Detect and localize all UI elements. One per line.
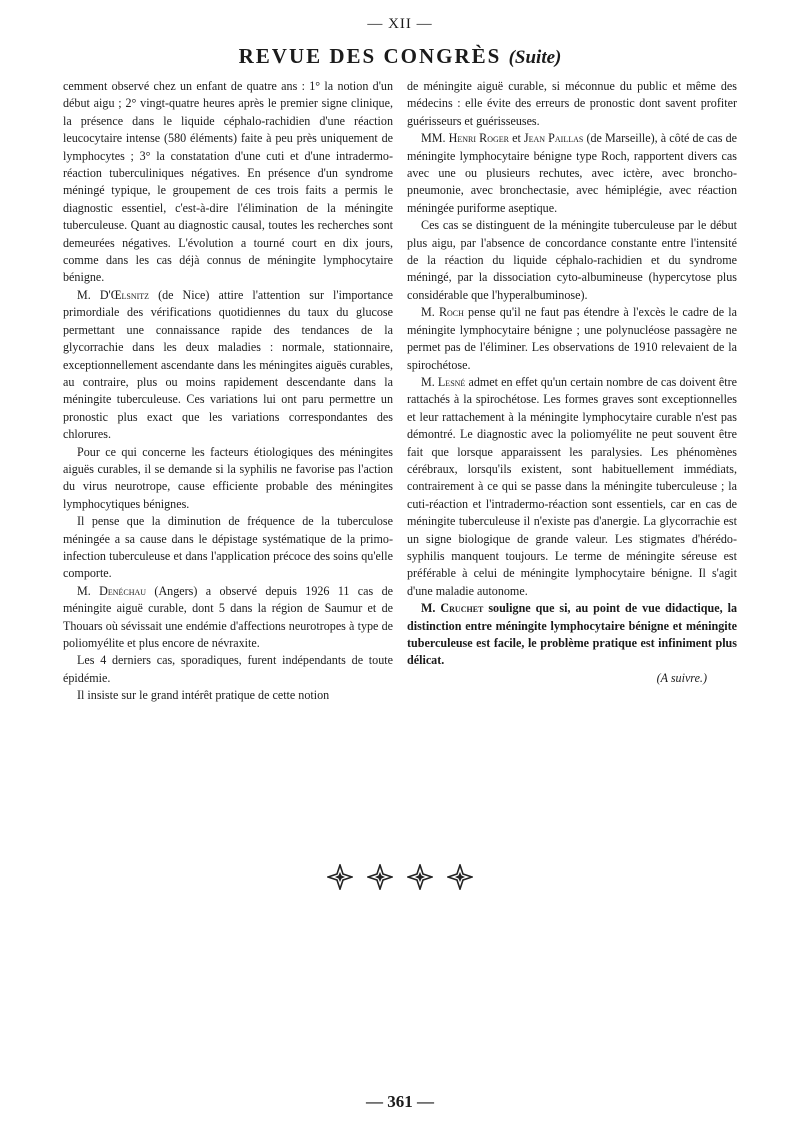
paragraph: cemment observé chez un enfant de quatre ans : 1° la notion d'un début aigu ; 2° vingt-quatre heures après le premier signe clinique, la présence dans le liquide céphalo-rachidien d'une réaction leucocytaire intense (580 éléments) faite à peu près uniquement de lymphocytes ; 3° la constatation d'une cuti et d'une intradermo-réaction tuberculiniques négatives. En présence d'un syndrome méningé typique, le groupement de ces trois faits a permis le diagnostic essentiel, c'est-à-dire l'élimination de la méningite tuberculeuse. Quant au diagnostic causal, toutes les recherches sont demeurées négatives. L'évolution a tourné court en dix jours, comme dans les cas déjà connus de méningite lymphocytaire bénigne. [63,79,393,285]
paragraph: Les 4 derniers cas, sporadiques, furent indépendants de toute épidémie. [63,653,393,685]
page-number: — 361 — [366,1092,434,1111]
paragraph-text: souligne que si, au point de vue didactique, la distinction entre méningite lymphocytaire bénigne et méningite tuberculeuse est facile, le problème pratique est infiniment plus délicat. [407,601,738,668]
paragraph-denechau [63,583,393,653]
speaker-city: (Angers) [146,583,206,598]
paragraph: de méningite aiguë curable, si méconnue du public et même des médecins : elle évite des erreurs de pronostic dont savent profiter guérisseurs et guérisseuses. [407,79,737,128]
paragraph: Il insiste sur le grand intérêt pratique de cette notion [77,688,330,703]
paragraph: Pour ce qui concerne les facteurs étiologiques des méningites aiguës curables, il se demande si la syphilis ne favorise pas l'action du virus neurotrope, cause efficiente probable des méningites lymphocytiques bénignes. [63,444,393,511]
four-point-star-ornament-icon [447,864,473,890]
speaker-prefix: M. [421,601,441,616]
four-point-star-ornament-icon [367,864,393,890]
paragraph-text: pense qu'il ne faut pas étendre à l'excès le cadre de la méningite lymphocytaire bénigne ; une polynucléose passagère ne permet pas de l'éliminer. Les observations de 1910 relevaient de la spirochétose. [407,305,737,372]
left-column [63,78,393,705]
speaker-prefix: M. [77,287,100,302]
paragraph-roger-paillas [407,130,737,217]
four-point-star-ornament-icon [327,864,353,890]
paragraph-roch [407,304,737,374]
header-suite: (Suite) [508,47,562,68]
conjunction: et [508,131,524,146]
to-be-continued: (A suivre.) [656,670,707,685]
speaker-name: Roch [438,305,464,320]
paragraph: Il pense que la diminution de fréquence de la tuberculose méningée a sa cause dans le dépistage systématique de la primo-infection tuberculeuse et dans l'application précoce des soins qu'elle comporte. [63,514,393,581]
paragraph: Ces cas se distinguent de la méningite tuberculeuse par le début plus aigu, par l'absence de concordance constante entre l'intensité de la réaction du liquide céphalo-rachidien et du syndrome méningé, par la dissociation cyto-albumineuse (hypercytose plus considérable que l'hyperalbuminose). [407,218,737,302]
speaker-prefix: M. [77,583,100,598]
speaker-name: Cruchet [440,601,484,616]
page-header [0,44,800,69]
speaker-prefix: M. [421,305,439,320]
four-point-star-ornament-icon [407,864,433,890]
speaker-name: Henri Roger [448,131,509,146]
speaker-name: Denéchau [99,583,147,598]
right-column [407,78,737,687]
ornament-row [0,864,800,890]
paragraph-cruchet [407,600,737,670]
paragraph-text: admet en effet qu'un certain nombre de cas doivent être rattachés à la spirochétose. Les formes graves sont exceptionnelles et leur rattachement à la méningite lymphocytaire curable n'est pas démontré. Le diagnostic avec la poliomyélite ne peut souvent être fait que lorsque apparaissent les paralysies. Les phénomènes cérébraux, lorsqu'ils existent, sont habituellement immédiats, contrairement à ce qui se passe dans la méningite tuberculeuse ; la cuti-réaction et l'intradermo-réaction sont essentiels, car en cas de méningite tuberculeuse il n'existe pas d'anergie. La glycorrachie est un signe biologique de grande valeur. Les stigmates d'hérédo-syphilis manquent toujours. Le terme de méningite séreuse est préférable à celui de méningite lymphocytaire bénigne. Il s'agit d'une maladie autonome. [407,374,737,598]
paragraph-oelsnitz [63,287,393,444]
speaker-name: D'Œlsnitz [99,287,150,302]
speaker-prefix: MM. [421,131,449,146]
speaker-name: Jean Paillas [523,131,584,146]
speaker-city: (de Nice) [149,287,219,302]
paragraph-text: a observé depuis 1926 11 cas de méningite aiguë curable, dont 5 dans la région de Saumur et de Thouars où sévissait une endémie d'affections neurotropes à type de poliomyélite et plus encore de névraxite. [63,583,393,650]
speaker-name: Lesné [437,374,466,389]
speaker-prefix: M. [421,374,438,389]
paragraph-lesne [407,374,737,600]
roman-page-number: — XII — [367,16,433,32]
header-title: REVUE DES CONGRÈS [238,44,502,68]
paragraph-text: attire l'attention sur l'importance primordiale des vérifications quotidiennes du taux du glucose permettant une connaissance rapide des tendances de la glycorrachie dans les deux maladies : normale, stationnaire, exceptionnellement ascendante dans les méningites aiguës curables, au contraire, plus ou moins rapidement descendante dans la méningite tuberculeuse. Ces variations lui ont paru permettre un pronostic plus exact que les variations correspondantes des chlorures. [63,287,393,442]
paragraph-text: (de Marseille), à côté de cas de méningite lymphocytaire bénigne type Roch, rapportent divers cas avec une ou plusieurs rechutes, avec ictère, avec broncho-pneumonie, avec bronchectasie, avec hémiplégie, avec réaction méningée puriforme aseptique. [407,131,737,215]
